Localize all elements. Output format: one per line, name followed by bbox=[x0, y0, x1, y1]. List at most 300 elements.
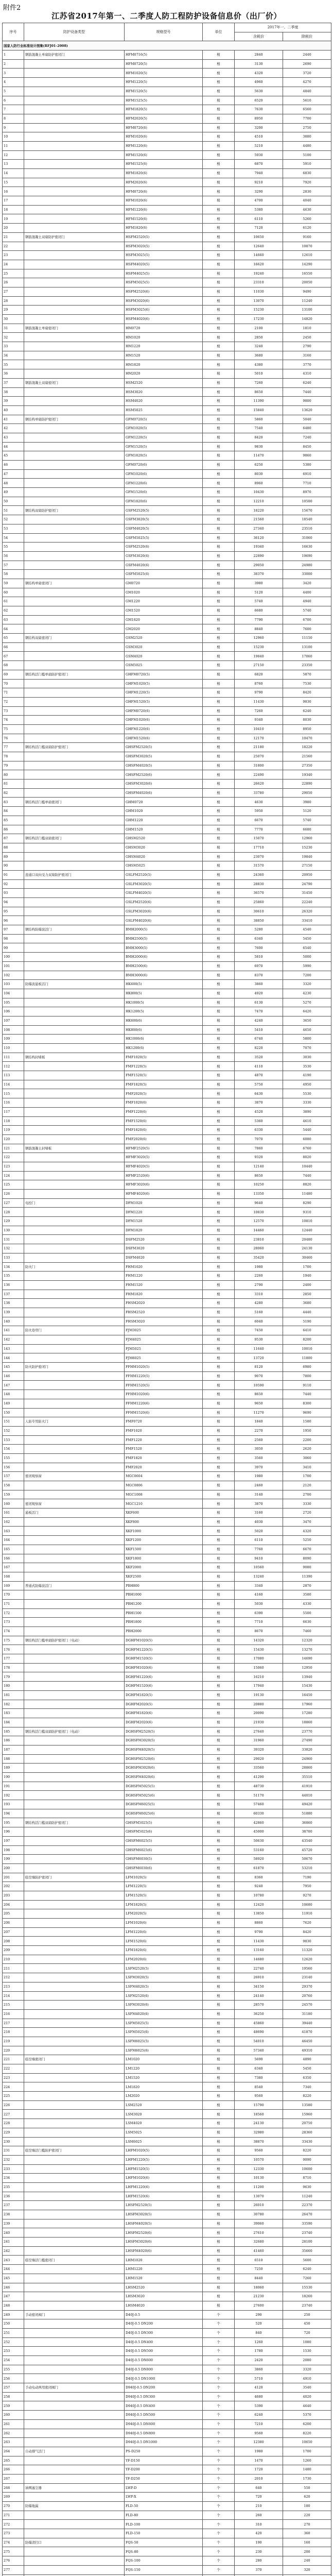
cell-type bbox=[24, 1663, 125, 1672]
cell-p2: 12960 bbox=[283, 834, 331, 843]
cell-model: XKF1200 bbox=[125, 1536, 203, 1545]
cell-model: HFM1020(6) bbox=[125, 196, 203, 206]
cell-p1: 6240 bbox=[235, 2411, 283, 2420]
cell-model: YF-D200 bbox=[125, 2465, 203, 2475]
cell-model: LM1220 bbox=[125, 2064, 203, 2074]
cell-type bbox=[24, 333, 125, 342]
table-row bbox=[3, 196, 331, 206]
table-row bbox=[3, 1053, 331, 1062]
cell-no: 195 bbox=[3, 1818, 24, 1827]
cell-p2: 20950 bbox=[283, 870, 331, 879]
cell-p1: 4280 bbox=[235, 1299, 283, 1308]
cell-model: HM1020 bbox=[125, 333, 203, 342]
cell-p2: 4230 bbox=[283, 989, 331, 998]
cell-p2: 33410 bbox=[283, 916, 331, 925]
cell-unit: 樘 bbox=[203, 843, 235, 852]
table-row bbox=[3, 1672, 331, 1682]
table-row bbox=[3, 1554, 331, 1563]
cell-model: GHSFM6025(5) bbox=[125, 1836, 203, 1845]
cell-p2: 10500 bbox=[283, 497, 331, 506]
cell-p1: 48690 bbox=[235, 2028, 283, 2037]
cell-model: HK1200(6) bbox=[125, 1044, 203, 1053]
cell-p2: 20480 bbox=[283, 1235, 331, 1244]
cell-p1: 17940 bbox=[235, 1682, 283, 1691]
cell-p2: 10810 bbox=[283, 1217, 331, 1226]
cell-p1: 13720 bbox=[235, 1353, 283, 1363]
cell-p1: 7860 bbox=[235, 1144, 283, 1153]
cell-unit: 樘 bbox=[203, 752, 235, 761]
table-row bbox=[3, 579, 331, 588]
cell-type bbox=[24, 1809, 125, 1818]
cell-unit: 樘 bbox=[203, 1116, 235, 1126]
cell-p2: 11480 bbox=[283, 1190, 331, 1199]
cell-type bbox=[24, 2328, 125, 2337]
cell-unit: 樘 bbox=[203, 1262, 235, 1272]
cell-p2: 6120 bbox=[283, 224, 331, 233]
cell-p1: 22490 bbox=[235, 770, 283, 779]
cell-type bbox=[24, 1126, 125, 1135]
cell-no: 162 bbox=[3, 1517, 24, 1527]
cell-no: 81 bbox=[3, 779, 24, 789]
cell-unit: 樘 bbox=[203, 1645, 235, 1654]
cell-p2: 2720 bbox=[283, 1509, 331, 1518]
cell-unit: 樘 bbox=[203, 1217, 235, 1226]
cell-p1: 5410 bbox=[235, 1025, 283, 1035]
cell-p1: 3240 bbox=[235, 342, 283, 351]
cell-no: 37 bbox=[3, 378, 24, 387]
cell-type bbox=[24, 451, 125, 461]
cell-p2: 5530 bbox=[283, 1089, 331, 1098]
table-row bbox=[3, 324, 331, 333]
cell-type bbox=[24, 697, 125, 706]
cell-model: HFM1820(6) bbox=[125, 224, 203, 233]
cell-model: PS-D250 bbox=[125, 2447, 203, 2456]
cell-p2: 6240 bbox=[283, 2265, 331, 2274]
cell-model: BMH3000(5) bbox=[125, 943, 203, 953]
cell-type: 手动电动两用密闭阀门 bbox=[24, 2383, 125, 2393]
cell-p1: 2420 bbox=[235, 2356, 283, 2365]
cell-type bbox=[24, 2073, 125, 2082]
cell-p1: 24130 bbox=[235, 2119, 283, 2128]
table-row bbox=[3, 1827, 331, 1837]
cell-model: LHFM1520(6) bbox=[125, 2192, 203, 2201]
cell-no: 97 bbox=[3, 925, 24, 935]
cell-model: GFM1220(6) bbox=[125, 479, 203, 488]
cell-unit: 樘 bbox=[203, 1827, 235, 1837]
cell-model: HK600(5) bbox=[125, 980, 203, 989]
table-row bbox=[3, 2100, 331, 2110]
cell-no: 113 bbox=[3, 1071, 24, 1080]
cell-unit: 樘 bbox=[203, 1964, 235, 1973]
table-row bbox=[3, 2456, 331, 2465]
cell-unit: 樘 bbox=[203, 1982, 235, 1991]
cell-p1: 2460 bbox=[235, 1481, 283, 1490]
table-row bbox=[3, 870, 331, 879]
cell-unit: 樘 bbox=[203, 1654, 235, 1664]
cell-p1: 6970 bbox=[235, 961, 283, 971]
cell-type: 钢结构活门槛单扇密闭门 bbox=[24, 798, 125, 807]
table-row bbox=[3, 1909, 331, 1919]
cell-p1: 10830 bbox=[235, 1208, 283, 1217]
cell-no: 161 bbox=[3, 1509, 24, 1518]
cell-p1: 11470 bbox=[235, 451, 283, 461]
cell-type bbox=[24, 1107, 125, 1116]
cell-p1: 31960 bbox=[235, 1736, 283, 1745]
cell-no: 175 bbox=[3, 1636, 24, 1645]
cell-unit: 樘 bbox=[203, 953, 235, 962]
cell-unit: 樘 bbox=[203, 2082, 235, 2092]
cell-p1: 3140 bbox=[235, 1490, 283, 1499]
cell-p2: 3880 bbox=[283, 132, 331, 142]
cell-no: 136 bbox=[3, 1280, 24, 1290]
cell-p2: 4890 bbox=[283, 2055, 331, 2064]
cell-unit: 樘 bbox=[203, 1919, 235, 1928]
cell-type bbox=[24, 989, 125, 998]
cell-p2: 1700 bbox=[283, 2447, 331, 2456]
cell-unit: 个 bbox=[203, 2374, 235, 2383]
cell-p2: 9160 bbox=[283, 232, 331, 242]
cell-model: HFM1525(6) bbox=[125, 160, 203, 169]
cell-type bbox=[24, 2556, 125, 2566]
cell-unit: 个 bbox=[203, 2337, 235, 2347]
cell-type bbox=[24, 2037, 125, 2046]
cell-unit: 樘 bbox=[203, 196, 235, 206]
cell-p1: 6520 bbox=[235, 96, 283, 105]
cell-type bbox=[24, 141, 125, 150]
cell-type bbox=[24, 1445, 125, 1454]
cell-p1: 5160 bbox=[235, 1308, 283, 1317]
cell-unit: 樘 bbox=[203, 1563, 235, 1572]
cell-p1: 23070 bbox=[235, 852, 283, 861]
cell-type bbox=[24, 2419, 125, 2429]
cell-no: 216 bbox=[3, 2009, 24, 2019]
cell-model: DSFM3020 bbox=[125, 1244, 203, 1253]
cell-no: 34 bbox=[3, 351, 24, 360]
section-row bbox=[3, 41, 331, 50]
cell-type bbox=[24, 1463, 125, 1472]
cell-p1: 26620 bbox=[235, 779, 283, 789]
cell-p2: 3530 bbox=[283, 1062, 331, 1071]
cell-model: FHM1520 bbox=[125, 1280, 203, 1290]
table-row bbox=[3, 1080, 331, 1089]
table-row bbox=[3, 1964, 331, 1973]
cell-model: DGHSFM6025(5) bbox=[125, 1800, 203, 1809]
cell-type bbox=[24, 178, 125, 187]
cell-model: GFM0720(5) bbox=[125, 415, 203, 424]
cell-no: 214 bbox=[3, 1991, 24, 2001]
cell-no: 66 bbox=[3, 642, 24, 652]
section-title: 国家人防行业标准设计图集(RFJ01-2008) bbox=[3, 41, 331, 50]
cell-type bbox=[24, 1153, 125, 1162]
cell-type bbox=[24, 2046, 125, 2055]
table-row bbox=[3, 369, 331, 379]
cell-p1: 32680 bbox=[235, 2238, 283, 2247]
table-row bbox=[3, 2246, 331, 2256]
cell-model: LSFM2520(5) bbox=[125, 1964, 203, 1973]
table-row bbox=[3, 734, 331, 743]
cell-type bbox=[24, 1071, 125, 1080]
cell-type bbox=[24, 706, 125, 716]
cell-model: DGHSFM4020(6) bbox=[125, 1773, 203, 1782]
cell-type bbox=[24, 606, 125, 616]
cell-p1: 10650 bbox=[235, 232, 283, 242]
cell-p2: 27490 bbox=[283, 1736, 331, 1745]
cell-p2: 250 bbox=[283, 2310, 331, 2319]
cell-p2: 3160 bbox=[283, 351, 331, 360]
cell-model: HM0720 bbox=[125, 324, 203, 333]
cell-p2: 6670 bbox=[283, 1545, 331, 1554]
cell-p1: 3860 bbox=[235, 980, 283, 989]
table-row bbox=[3, 2265, 331, 2274]
cell-no: 202 bbox=[3, 1882, 24, 1891]
cell-type: 普通式防爆波活门 bbox=[24, 1581, 125, 1590]
cell-model: FMF2020(6) bbox=[125, 1134, 203, 1144]
cell-model: BMH2500(5) bbox=[125, 934, 203, 943]
cell-no: 137 bbox=[3, 1290, 24, 1299]
cell-type bbox=[24, 1290, 125, 1299]
cell-type: 防爆波悬板活门 bbox=[24, 980, 125, 989]
cell-p2: 4040 bbox=[283, 196, 331, 206]
cell-no: 246 bbox=[3, 2283, 24, 2292]
cell-unit: 樘 bbox=[203, 2092, 235, 2101]
cell-p2: 24960 bbox=[283, 1754, 331, 1764]
cell-unit: 樘 bbox=[203, 2210, 235, 2219]
header-no: 序号 bbox=[3, 23, 24, 41]
cell-p2: 9490 bbox=[283, 287, 331, 296]
cell-no: 193 bbox=[3, 1800, 24, 1809]
cell-model: HFM1820(6) bbox=[125, 169, 203, 178]
cell-p1: 26010 bbox=[235, 2201, 283, 2210]
cell-p1: 1840 bbox=[235, 1417, 283, 1427]
table-row bbox=[3, 1809, 331, 1818]
cell-unit: 个 bbox=[203, 2328, 235, 2337]
cell-p1: 12570 bbox=[235, 1217, 283, 1226]
cell-model: FLD-80 bbox=[125, 2511, 203, 2520]
cell-p2: 6200 bbox=[283, 2419, 331, 2429]
cell-no: 148 bbox=[3, 1390, 24, 1399]
cell-p1: 57340 bbox=[235, 2046, 283, 2055]
cell-no: 170 bbox=[3, 1590, 24, 1600]
cell-type bbox=[24, 642, 125, 652]
cell-p1: 13070 bbox=[235, 296, 283, 306]
cell-p2: 9110 bbox=[283, 1381, 331, 1390]
table-row bbox=[3, 415, 331, 424]
cell-type bbox=[24, 469, 125, 479]
cell-no: 266 bbox=[3, 2465, 24, 2475]
cell-no: 89 bbox=[3, 852, 24, 861]
cell-model: GM1020 bbox=[125, 588, 203, 597]
cell-p1: 24140 bbox=[235, 1991, 283, 2001]
cell-p1: 6110 bbox=[235, 214, 283, 224]
cell-type bbox=[24, 1490, 125, 1499]
cell-unit: 樘 bbox=[203, 1991, 235, 2001]
cell-p2: 20760 bbox=[283, 1991, 331, 2001]
cell-no: 36 bbox=[3, 369, 24, 379]
table-row bbox=[3, 224, 331, 233]
cell-no: 166 bbox=[3, 1554, 24, 1563]
cell-type bbox=[24, 1891, 125, 1900]
cell-model: FHM1020 bbox=[125, 1262, 203, 1272]
cell-model: HM1820 bbox=[125, 360, 203, 369]
cell-type bbox=[24, 214, 125, 224]
cell-type bbox=[24, 1399, 125, 1408]
table-row bbox=[3, 150, 331, 160]
cell-p1: 3980 bbox=[235, 579, 283, 588]
cell-unit: 樘 bbox=[203, 360, 235, 369]
table-row bbox=[3, 2001, 331, 2010]
cell-p2: 18220 bbox=[283, 743, 331, 752]
cell-unit: 樘 bbox=[203, 278, 235, 287]
cell-model: GSFM5025(6) bbox=[125, 570, 203, 579]
cell-unit: 樘 bbox=[203, 2073, 235, 2082]
cell-p1: 14680 bbox=[235, 1955, 283, 1964]
table-row bbox=[3, 697, 331, 706]
cell-model: HK1200(5) bbox=[125, 1007, 203, 1016]
cell-p1: 10250 bbox=[235, 1180, 283, 1190]
cell-unit: 樘 bbox=[203, 570, 235, 579]
cell-unit: 樘 bbox=[203, 943, 235, 953]
cell-unit: 樘 bbox=[203, 916, 235, 925]
cell-p2: 9080 bbox=[283, 1563, 331, 1572]
cell-p1: 3970 bbox=[235, 1463, 283, 1472]
cell-model: FHSM2020 bbox=[125, 1299, 203, 1308]
cell-no: 17 bbox=[3, 196, 24, 206]
cell-p1: 17230 bbox=[235, 315, 283, 324]
cell-p1: 23810 bbox=[235, 1235, 283, 1244]
cell-p2: 5260 bbox=[283, 214, 331, 224]
cell-p1: 7790 bbox=[235, 615, 283, 624]
table-row bbox=[3, 2092, 331, 2101]
cell-unit: 樘 bbox=[203, 1353, 235, 1363]
cell-model: HSFM2520(5) bbox=[125, 232, 203, 242]
table-row bbox=[3, 2529, 331, 2538]
cell-p1: 17080 bbox=[235, 1654, 283, 1664]
cell-no: 105 bbox=[3, 998, 24, 1007]
table-row bbox=[3, 1754, 331, 1764]
cell-model: DGHSFM2520(5) bbox=[125, 1727, 203, 1736]
cell-model: GHSM4020 bbox=[125, 852, 203, 861]
cell-p2: 2440 bbox=[283, 50, 331, 60]
cell-unit: 樘 bbox=[203, 706, 235, 716]
cell-type bbox=[24, 497, 125, 506]
cell-model: FFHM1520(5) bbox=[125, 1381, 203, 1390]
table-row bbox=[3, 615, 331, 624]
cell-unit: 樘 bbox=[203, 2228, 235, 2238]
cell-p1: 4520 bbox=[235, 1107, 283, 1116]
cell-unit: 樘 bbox=[203, 1946, 235, 1955]
cell-p1: 8650 bbox=[235, 1171, 283, 1180]
cell-type bbox=[24, 2064, 125, 2074]
cell-type bbox=[24, 852, 125, 861]
table-row bbox=[3, 1308, 331, 1317]
table-row bbox=[3, 2447, 331, 2456]
cell-type bbox=[24, 1435, 125, 1445]
cell-model: LHSM3020 bbox=[125, 2292, 203, 2301]
cell-p2: 2080 bbox=[283, 2356, 331, 2365]
cell-type bbox=[24, 1098, 125, 1108]
cell-p2: 39440 bbox=[283, 2019, 331, 2028]
cell-no: 206 bbox=[3, 1919, 24, 1928]
cell-type bbox=[24, 2292, 125, 2301]
cell-p1: 26910 bbox=[235, 1973, 283, 1982]
cell-unit: 樘 bbox=[203, 1745, 235, 1754]
cell-model: FFHM1020(6) bbox=[125, 1390, 203, 1399]
cell-unit: 樘 bbox=[203, 105, 235, 114]
cell-p1: 13070 bbox=[235, 2192, 283, 2201]
cell-no: 127 bbox=[3, 1198, 24, 1208]
cell-model: XKF1800 bbox=[125, 1554, 203, 1563]
cell-unit: 樘 bbox=[203, 1080, 235, 1089]
cell-type bbox=[24, 105, 125, 114]
cell-unit: 樘 bbox=[203, 2137, 235, 2146]
cell-no: 218 bbox=[3, 2028, 24, 2037]
cell-p1: 2010 bbox=[235, 2474, 283, 2483]
cell-unit: 樘 bbox=[203, 889, 235, 898]
cell-unit: 樘 bbox=[203, 2164, 235, 2174]
table-row bbox=[3, 397, 331, 406]
cell-no: 79 bbox=[3, 761, 24, 770]
cell-model: FMF1220 bbox=[125, 1435, 203, 1445]
cell-unit: 樘 bbox=[203, 1608, 235, 1618]
cell-p1: 14460 bbox=[235, 1226, 283, 1235]
cell-model: LWP-X bbox=[125, 2493, 203, 2502]
cell-p1: 3520 bbox=[235, 1053, 283, 1062]
cell-p1: 260 bbox=[235, 2511, 283, 2520]
table-row bbox=[3, 2392, 331, 2401]
cell-no: 144 bbox=[3, 1353, 24, 1363]
cell-model: GSLFM4020(5) bbox=[125, 889, 203, 898]
cell-unit: 樘 bbox=[203, 1863, 235, 1873]
cell-model: FMF1020 bbox=[125, 1426, 203, 1435]
table-row bbox=[3, 642, 331, 652]
cell-unit: 樘 bbox=[203, 1764, 235, 1773]
cell-model: GHFM1520(6) bbox=[125, 734, 203, 743]
cell-p2: 8220 bbox=[283, 2429, 331, 2438]
cell-p1: 41460 bbox=[235, 2246, 283, 2256]
table-row bbox=[3, 2256, 331, 2265]
cell-unit: 樘 bbox=[203, 488, 235, 497]
cell-p2: 12440 bbox=[283, 1226, 331, 1235]
cell-type bbox=[24, 1025, 125, 1035]
cell-model: LFM1820(5) bbox=[125, 1900, 203, 1909]
cell-p1: 5930 bbox=[235, 150, 283, 160]
cell-type: 钢筋混凝土双扇防护密闭门 bbox=[24, 232, 125, 242]
table-row bbox=[3, 488, 331, 497]
cell-p1: 20880 bbox=[235, 1700, 283, 1709]
cell-model: FMF0720 bbox=[125, 1417, 203, 1427]
cell-no: 2 bbox=[3, 59, 24, 69]
cell-model: FMF1520 bbox=[125, 1445, 203, 1454]
cell-model: GHFM1220(5) bbox=[125, 688, 203, 698]
table-row bbox=[3, 2520, 331, 2529]
cell-unit: 樘 bbox=[203, 1053, 235, 1062]
cell-unit: 樘 bbox=[203, 497, 235, 506]
cell-p2: 17960 bbox=[283, 1700, 331, 1709]
cell-no: 253 bbox=[3, 2347, 24, 2356]
cell-type bbox=[24, 2155, 125, 2164]
cell-p1: 11390 bbox=[235, 397, 283, 406]
cell-no: 131 bbox=[3, 1235, 24, 1244]
cell-model: HSFM4020(5) bbox=[125, 260, 203, 269]
cell-unit: 樘 bbox=[203, 2192, 235, 2201]
cell-no: 217 bbox=[3, 2019, 24, 2028]
cell-p2: 44010 bbox=[283, 1791, 331, 1800]
cell-type bbox=[24, 306, 125, 315]
table-row bbox=[3, 1982, 331, 1991]
cell-no: 21 bbox=[3, 232, 24, 242]
cell-type bbox=[24, 2001, 125, 2010]
cell-no: 44 bbox=[3, 442, 24, 451]
